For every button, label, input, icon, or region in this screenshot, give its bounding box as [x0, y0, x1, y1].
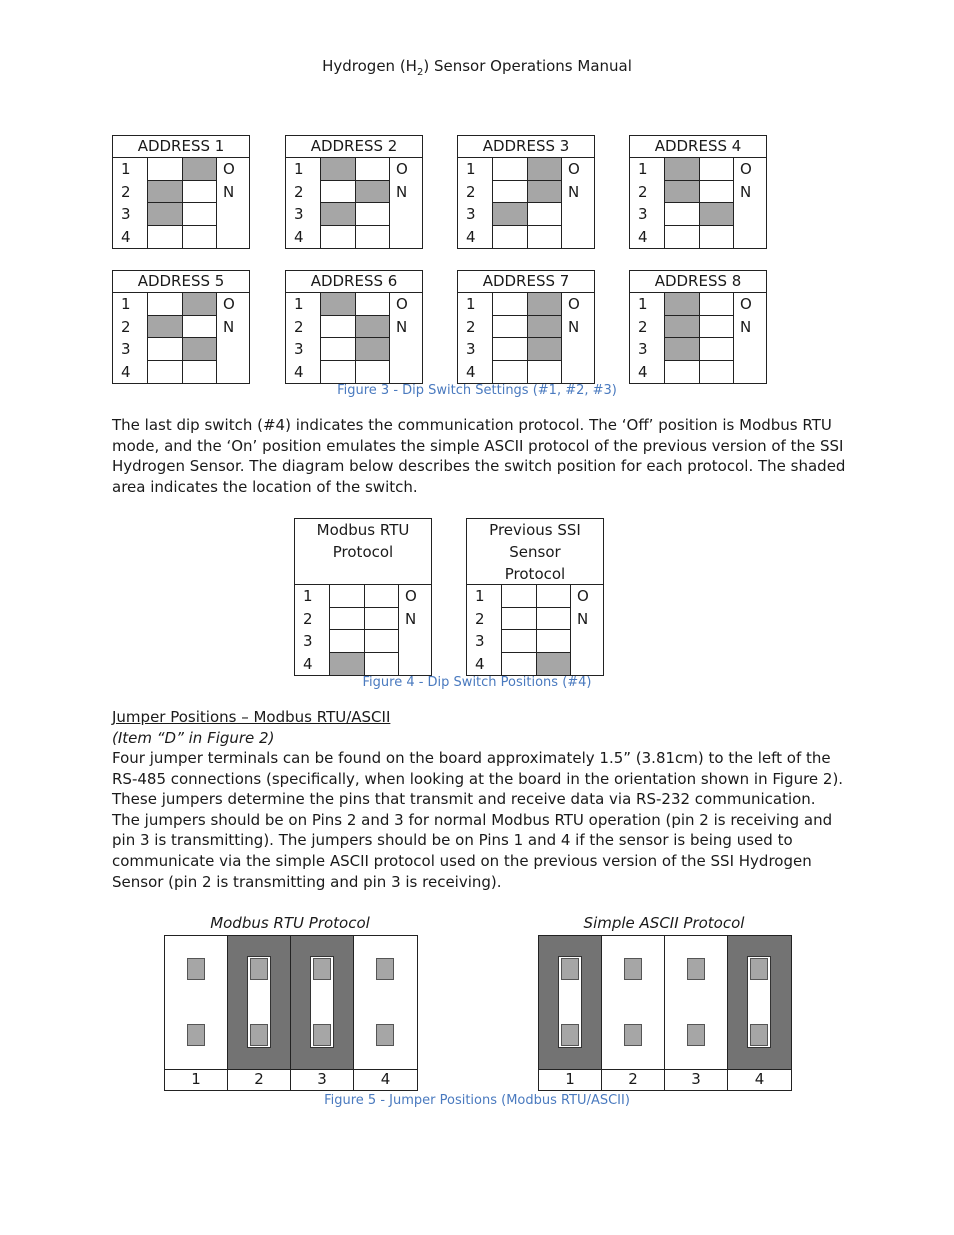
jumper-pin-number: 3	[665, 1069, 728, 1090]
switch-number: 3	[121, 340, 131, 358]
switch-position-cell	[493, 293, 528, 315]
switch-position-cell	[183, 316, 217, 338]
switch-position-shaded	[493, 203, 528, 225]
switch-position-shaded	[148, 181, 183, 203]
jumper-installed	[728, 936, 791, 1069]
switch-position-cell	[356, 158, 390, 180]
header-title-end: ) Sensor Operations Manual	[423, 57, 632, 75]
dip-switch-table	[112, 270, 250, 384]
switch-number: 4	[638, 362, 648, 381]
switch-position-shaded	[700, 203, 734, 225]
switch-number: 1	[466, 160, 476, 178]
switch-position-shaded	[148, 203, 183, 225]
switch-position-shaded	[665, 316, 700, 338]
switch-position-cell	[700, 338, 734, 360]
switch-position-cell	[330, 585, 365, 607]
jumper-pin-number: 4	[754, 1070, 765, 1088]
header-subscript: 2	[416, 67, 424, 78]
switch-position-shaded	[528, 316, 562, 338]
switch-number: 4	[475, 654, 485, 673]
dip-switch-title: ADDRESS 8	[630, 271, 766, 293]
switch-position-shaded	[528, 158, 562, 180]
switch-position-shaded	[665, 158, 700, 180]
switch-number: 2	[638, 317, 648, 336]
switch-number: 3	[294, 340, 304, 358]
jumper-diagram	[164, 935, 418, 1070]
switch-position-cell	[148, 338, 183, 360]
switch-number: 4	[638, 227, 648, 246]
switch-number: 1	[638, 160, 648, 178]
switch-position-cell	[365, 608, 399, 630]
dip-switch-table	[466, 518, 604, 676]
switch-position-cell	[330, 608, 365, 630]
jumper-pin	[750, 958, 768, 980]
jumper-pin-numbers	[538, 1069, 792, 1091]
on-label: O N	[740, 295, 752, 336]
dip-switch-title: ADDRESS 1	[113, 136, 249, 158]
switch-number: 1	[475, 587, 485, 605]
jumper-pin	[313, 958, 331, 980]
on-label: O N	[740, 160, 752, 201]
switch-position-cell	[665, 361, 700, 384]
switch-position-cell	[528, 226, 562, 249]
jumper-installed	[291, 936, 354, 1069]
switch-position-cell	[665, 226, 700, 249]
header-title: Hydrogen (H	[322, 57, 417, 75]
switch-position-cell	[700, 181, 734, 203]
jumper-pin	[687, 1024, 705, 1046]
dip-switch-title: ADDRESS 3	[458, 136, 594, 158]
jumper-pin	[750, 1024, 768, 1046]
switch-position-cell	[502, 608, 537, 630]
switch-number: 3	[475, 632, 485, 650]
jumper-pin	[561, 958, 579, 980]
jumper-pin-number: 2	[228, 1069, 291, 1090]
dip-switch-title: Previous SSI Sensor Protocol	[467, 519, 603, 585]
switch-position-cell	[537, 585, 571, 607]
switch-position-shaded	[528, 338, 562, 360]
jumper-pin	[313, 1024, 331, 1046]
jumper-pin	[250, 958, 268, 980]
switch-position-cell	[183, 203, 217, 225]
switch-position-cell	[493, 338, 528, 360]
on-label: O N	[577, 587, 589, 628]
jumper-pin	[376, 1024, 394, 1046]
switch-number: 1	[121, 160, 131, 178]
jumper-heading: Jumper Positions – Modbus RTU/ASCII	[112, 708, 391, 726]
on-label: O N	[223, 160, 235, 201]
switch-position-cell	[502, 585, 537, 607]
dip-switch-title: ADDRESS 7	[458, 271, 594, 293]
switch-position-cell	[183, 181, 217, 203]
switch-number: 1	[466, 295, 476, 313]
switch-position-cell	[183, 361, 217, 384]
jumper-pin	[624, 1024, 642, 1046]
dip-switch-table	[285, 135, 423, 249]
on-label: O N	[396, 160, 408, 201]
switch-number: 2	[466, 182, 476, 201]
jumper-installed	[228, 936, 291, 1069]
switch-position-cell	[493, 158, 528, 180]
switch-position-cell	[321, 181, 356, 203]
switch-position-cell	[356, 203, 390, 225]
switch-position-cell	[356, 293, 390, 315]
switch-position-cell	[365, 653, 399, 676]
page-header	[0, 57, 954, 78]
figure3-caption: Figure 3 - Dip Switch Settings (#1, #2, #3)	[337, 383, 617, 398]
switch-position-cell	[493, 181, 528, 203]
switch-position-cell	[321, 338, 356, 360]
switch-position-cell	[502, 630, 537, 652]
jumper-pin	[687, 958, 705, 980]
dip-switch-table	[285, 270, 423, 384]
switch-number: 1	[121, 295, 131, 313]
switch-number: 4	[294, 362, 304, 381]
switch-position-shaded	[148, 316, 183, 338]
switch-number: 3	[121, 205, 131, 223]
jumper-pin	[561, 1024, 579, 1046]
jumper-pin-number: 2	[602, 1069, 665, 1090]
switch-position-cell	[356, 361, 390, 384]
dip-switch-title: Modbus RTU Protocol	[295, 519, 431, 585]
switch-number: 3	[294, 205, 304, 223]
switch-position-cell	[700, 226, 734, 249]
jumper-pin	[376, 958, 394, 980]
switch-number: 2	[466, 317, 476, 336]
switch-position-cell	[493, 226, 528, 249]
switch-position-cell	[148, 158, 183, 180]
dip-switch-table	[112, 135, 250, 249]
jumper-pin-number: 1	[539, 1069, 602, 1090]
switch-number: 1	[638, 295, 648, 313]
switch-position-shaded	[665, 293, 700, 315]
switch-position-shaded	[356, 316, 390, 338]
switch-position-shaded	[665, 181, 700, 203]
switch-position-cell	[183, 226, 217, 249]
jumper-open	[665, 936, 728, 1069]
switch-position-shaded	[183, 293, 217, 315]
switch-position-cell	[321, 316, 356, 338]
switch-position-cell	[365, 630, 399, 652]
jumper-pin	[187, 958, 205, 980]
protocol-paragraph: The last dip switch (#4) indicates the communication protocol. The ‘Off’ position is Modbus RTU mode, and the ‘On’ position emulates the simple ASCII protocol of the previous version of the SSI Hydrogen Sensor. The diagram below describes the switch position for each protocol. The shaded area indicates the location of the switch.	[112, 416, 846, 496]
dip-switch-title: ADDRESS 4	[630, 136, 766, 158]
switch-position-cell	[493, 316, 528, 338]
switch-number: 4	[303, 654, 313, 673]
switch-position-shaded	[321, 293, 356, 315]
switch-number: 3	[303, 632, 313, 650]
switch-number: 3	[638, 340, 648, 358]
on-label: O N	[568, 295, 580, 336]
jumper-open	[165, 936, 228, 1069]
dip-switch-table	[294, 518, 432, 676]
dip-switch-table	[629, 135, 767, 249]
switch-position-cell	[700, 158, 734, 180]
jumper-paragraph: Four jumper terminals can be found on the board approximately 1.5” (3.81cm) to the left of the RS-485 connections (specifically, when looking at the board in the orientation shown in Figure 2). These jumpers determine the pins that transmit and receive data via RS-232 communication. The jumpers should be on Pins 2 and 3 for normal Modbus RTU operation (pin 2 is receiving and pin 3 is transmitting). The jumpers should be on Pins 1 and 4 if the sensor is being used to communicate via the simple ASCII protocol used on the previous version of the SSI Hydrogen Sensor (pin 2 is transmitting and pin 3 is receiving).	[112, 749, 844, 891]
switch-position-cell	[321, 361, 356, 384]
switch-position-cell	[365, 585, 399, 607]
jumper-pin	[187, 1024, 205, 1046]
switch-position-cell	[356, 226, 390, 249]
dip-switch-table	[457, 270, 595, 384]
switch-number: 1	[294, 160, 304, 178]
switch-position-shaded	[321, 203, 356, 225]
switch-number: 3	[466, 205, 476, 223]
switch-position-shaded	[330, 653, 365, 676]
switch-number: 3	[466, 340, 476, 358]
switch-number: 2	[294, 317, 304, 336]
switch-number: 2	[121, 182, 131, 201]
switch-position-cell	[528, 203, 562, 225]
switch-position-cell	[528, 361, 562, 384]
switch-position-cell	[502, 653, 537, 676]
jumper-pin	[250, 1024, 268, 1046]
on-label: O N	[405, 587, 417, 628]
jumper-open	[354, 936, 417, 1069]
switch-number: 1	[294, 295, 304, 313]
switch-number: 2	[475, 609, 485, 628]
switch-position-cell	[700, 293, 734, 315]
switch-number: 3	[638, 205, 648, 223]
switch-position-cell	[537, 630, 571, 652]
on-label: O N	[568, 160, 580, 201]
switch-number: 4	[466, 362, 476, 381]
jumper-open	[602, 936, 665, 1069]
jumper-subheading: (Item “D” in Figure 2)	[112, 729, 275, 747]
switch-position-shaded	[665, 338, 700, 360]
jumper-pin	[624, 958, 642, 980]
jumper-pin-number: 3	[291, 1069, 354, 1090]
switch-position-shaded	[356, 181, 390, 203]
dip-switch-title: ADDRESS 6	[286, 271, 422, 293]
switch-position-cell	[148, 226, 183, 249]
on-label: O N	[223, 295, 235, 336]
jumper-diagram-title: Simple ASCII Protocol	[583, 914, 745, 932]
switch-number: 4	[466, 227, 476, 246]
dip-switch-table	[457, 135, 595, 249]
switch-number: 1	[303, 587, 313, 605]
dip-switch-table	[629, 270, 767, 384]
switch-position-cell	[493, 361, 528, 384]
on-label: O N	[396, 295, 408, 336]
switch-number: 4	[294, 227, 304, 246]
jumper-pin-number: 1	[165, 1069, 228, 1090]
switch-position-shaded	[183, 338, 217, 360]
switch-position-shaded	[321, 158, 356, 180]
switch-position-shaded	[528, 181, 562, 203]
switch-position-cell	[700, 361, 734, 384]
switch-position-shaded	[537, 653, 571, 676]
switch-position-cell	[537, 608, 571, 630]
switch-position-shaded	[183, 158, 217, 180]
switch-position-cell	[330, 630, 365, 652]
switch-position-cell	[700, 316, 734, 338]
jumper-pin-numbers	[164, 1069, 418, 1091]
figure4-caption: Figure 4 - Dip Switch Positions (#4)	[362, 675, 592, 690]
switch-position-cell	[665, 203, 700, 225]
switch-number: 2	[638, 182, 648, 201]
switch-number: 2	[303, 609, 313, 628]
switch-number: 2	[294, 182, 304, 201]
dip-switch-title: ADDRESS 5	[113, 271, 249, 293]
jumper-pin-number: 4	[380, 1070, 391, 1088]
switch-position-cell	[148, 293, 183, 315]
switch-number: 4	[121, 227, 131, 246]
switch-number: 4	[121, 362, 131, 381]
jumper-diagram-title: Modbus RTU Protocol	[210, 914, 370, 932]
jumper-diagram	[538, 935, 792, 1070]
switch-position-shaded	[528, 293, 562, 315]
switch-position-shaded	[356, 338, 390, 360]
jumper-installed	[539, 936, 602, 1069]
switch-number: 2	[121, 317, 131, 336]
switch-position-cell	[321, 226, 356, 249]
figure5-caption: Figure 5 - Jumper Positions (Modbus RTU/ASCII)	[324, 1093, 630, 1108]
switch-position-cell	[148, 361, 183, 384]
dip-switch-title: ADDRESS 2	[286, 136, 422, 158]
